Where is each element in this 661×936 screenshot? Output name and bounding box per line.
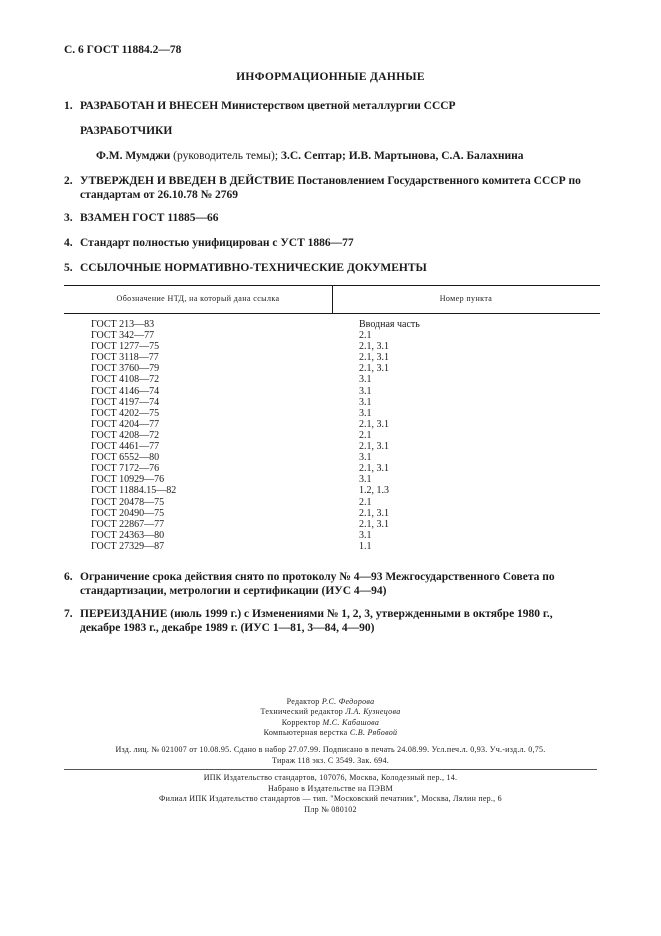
- table-header-designation: Обозначение НТД, на который дана ссылка: [116, 294, 280, 303]
- table-cell-designation: ГОСТ 7172—76: [91, 463, 160, 475]
- imprint-divider: [64, 769, 597, 770]
- table-cell-clause: 3.1: [359, 474, 372, 486]
- credit-corrector: Корректор М.С. Кабашова: [281, 717, 380, 727]
- table-row: [64, 474, 600, 485]
- table-row: [64, 541, 600, 552]
- table-cell-clause: 2.1: [359, 496, 372, 508]
- credits-block: [0, 697, 661, 739]
- table-cell-designation: ГОСТ 4108—72: [91, 374, 160, 386]
- table-cell-clause: 2.1, 3.1: [359, 441, 389, 453]
- table-cell-designation: ГОСТ 10929—76: [91, 474, 165, 486]
- table-cell-designation: ГОСТ 24363—80: [91, 529, 165, 541]
- table-cell-designation: ГОСТ 3760—79: [91, 363, 160, 375]
- table-cell-clause: 2.1, 3.1: [359, 518, 389, 530]
- developers-list: Ф.М. Мумджи (руководитель темы); З.С. Септар; И.В. Мартынова, С.А. Балахнина: [96, 150, 524, 162]
- page-header: С. 6 ГОСТ 11884.2—78: [64, 44, 182, 56]
- table-cell-clause: 3.1: [359, 407, 372, 419]
- publication-info: Изд. лиц. № 021007 от 10.08.95. Сдано в набор 27.07.99. Подписано в печать 24.08.99. Усл.печ.л. 0,93. Уч.-изд.л. 0,75. Тираж 118 экз. С 3549. Зак. 694.: [115, 745, 546, 765]
- table-row: [64, 419, 600, 430]
- table-header-rule: [64, 313, 600, 314]
- table-cell-clause: Вводная часть: [359, 319, 420, 330]
- table-cell-designation: ГОСТ 4208—72: [91, 429, 160, 441]
- table-cell-designation: ГОСТ 213—83: [91, 319, 155, 330]
- table-cell-designation: ГОСТ 20490—75: [91, 507, 165, 519]
- table-row: [64, 408, 600, 419]
- table-cell-clause: 2.1, 3.1: [359, 363, 389, 375]
- table-cell-designation: ГОСТ 6552—80: [91, 452, 160, 464]
- table-cell-designation: ГОСТ 3118—77: [91, 352, 159, 364]
- table-row: [64, 452, 600, 463]
- table-cell-clause: 2.1, 3.1: [359, 507, 389, 519]
- table-row: [64, 508, 600, 519]
- section-5: 5. ССЫЛОЧНЫЕ НОРМАТИВНО-ТЕХНИЧЕСКИЕ ДОКУМЕНТЫ: [64, 262, 427, 274]
- table-row: [64, 485, 600, 496]
- table-cell-clause: 3.1: [359, 529, 372, 541]
- table-cell-clause: 1.1: [359, 540, 372, 552]
- section-3: 3. ВЗАМЕН ГОСТ 11885—66: [64, 212, 219, 224]
- table-row: [64, 319, 600, 330]
- table-cell-designation: ГОСТ 1277—75: [91, 341, 160, 353]
- credit-tech-editor: Технический редактор Л.А. Кузнецова: [260, 707, 401, 717]
- developers-heading: РАЗРАБОТЧИКИ: [80, 125, 173, 137]
- table-body: [64, 319, 600, 552]
- table-row: [64, 341, 600, 352]
- table-cell-clause: 2.1, 3.1: [359, 352, 389, 364]
- document-title: ИНФОРМАЦИОННЫЕ ДАННЫЕ: [236, 71, 425, 83]
- table-cell-designation: ГОСТ 4204—77: [91, 418, 160, 430]
- table-cell-clause: 3.1: [359, 374, 372, 386]
- table-row: [64, 530, 600, 541]
- table-row: [64, 441, 600, 452]
- table-cell-designation: ГОСТ 4146—74: [91, 385, 160, 397]
- table-cell-designation: ГОСТ 342—77: [91, 330, 155, 342]
- table-row: [64, 463, 600, 474]
- section-4: 4. Стандарт полностью унифицирован с УСТ 1886—77: [64, 237, 354, 249]
- section-7: 7. ПЕРЕИЗДАНИЕ (июль 1999 г.) с Изменениями № 1, 2, 3, утвержденными в октябре 1980 г., декабре 1983 г., декабре 1989 г. (ИУС 1—81, 3—84, 4—90): [64, 608, 553, 634]
- table-row: [64, 374, 600, 385]
- table-row: [64, 363, 600, 374]
- credit-layout: Компьютерная верстка С.В. Рябовой: [263, 728, 398, 738]
- section-6: 6. Ограничение срока действия снято по протоколу № 4—93 Межгосударственного Совета по стандартизации, метрологии и сертификации (ИУС 4—94): [64, 571, 555, 597]
- section-1: 1. РАЗРАБОТАН И ВНЕСЕН Министерством цветной металлургии СССР: [64, 100, 456, 112]
- table-cell-clause: 2.1: [359, 429, 372, 441]
- table-cell-clause: 2.1, 3.1: [359, 463, 389, 475]
- table-row: [64, 330, 600, 341]
- table-cell-designation: ГОСТ 4197—74: [91, 396, 160, 408]
- credit-editor: Редактор Р.С. Федорова: [286, 697, 375, 706]
- table-cell-designation: ГОСТ 4461—77: [91, 441, 160, 453]
- imprint-block: ИПК Издательство стандартов, 107076, Москва, Колодезный пер., 14. Набрано в Издательстве на ПЭВМ Филиал ИПК Издательство стандартов — тип. "Московский печатник", Москва, Лялин пер., 6 Плр № 080102: [159, 773, 502, 814]
- table-cell-designation: ГОСТ 20478—75: [91, 496, 165, 508]
- table-cell-clause: 3.1: [359, 396, 372, 408]
- table-cell-clause: 1.2, 1.3: [359, 485, 389, 497]
- table-cell-clause: 2.1, 3.1: [359, 418, 389, 430]
- table-cell-designation: ГОСТ 22867—77: [91, 518, 165, 530]
- table-header-clause: Номер пункта: [439, 294, 493, 303]
- table-cell-clause: 3.1: [359, 385, 372, 397]
- table-cell-designation: ГОСТ 11884.15—82: [91, 485, 177, 497]
- table-row: [64, 397, 600, 408]
- table-cell-clause: 2.1, 3.1: [359, 341, 389, 353]
- table-cell-clause: 3.1: [359, 452, 372, 464]
- table-row: [64, 497, 600, 508]
- table-row: [64, 430, 600, 441]
- table-cell-clause: 2.1: [359, 330, 372, 342]
- table-row: [64, 386, 600, 397]
- table-row: [64, 519, 600, 530]
- table-row: [64, 352, 600, 363]
- table-cell-designation: ГОСТ 4202—75: [91, 407, 160, 419]
- section-2: 2. УТВЕРЖДЕН И ВВЕДЕН В ДЕЙСТВИЕ Постановлением Государственного комитета СССР по стандартам от 26.10.78 № 2769: [64, 175, 581, 201]
- table-cell-designation: ГОСТ 27329—87: [91, 540, 165, 552]
